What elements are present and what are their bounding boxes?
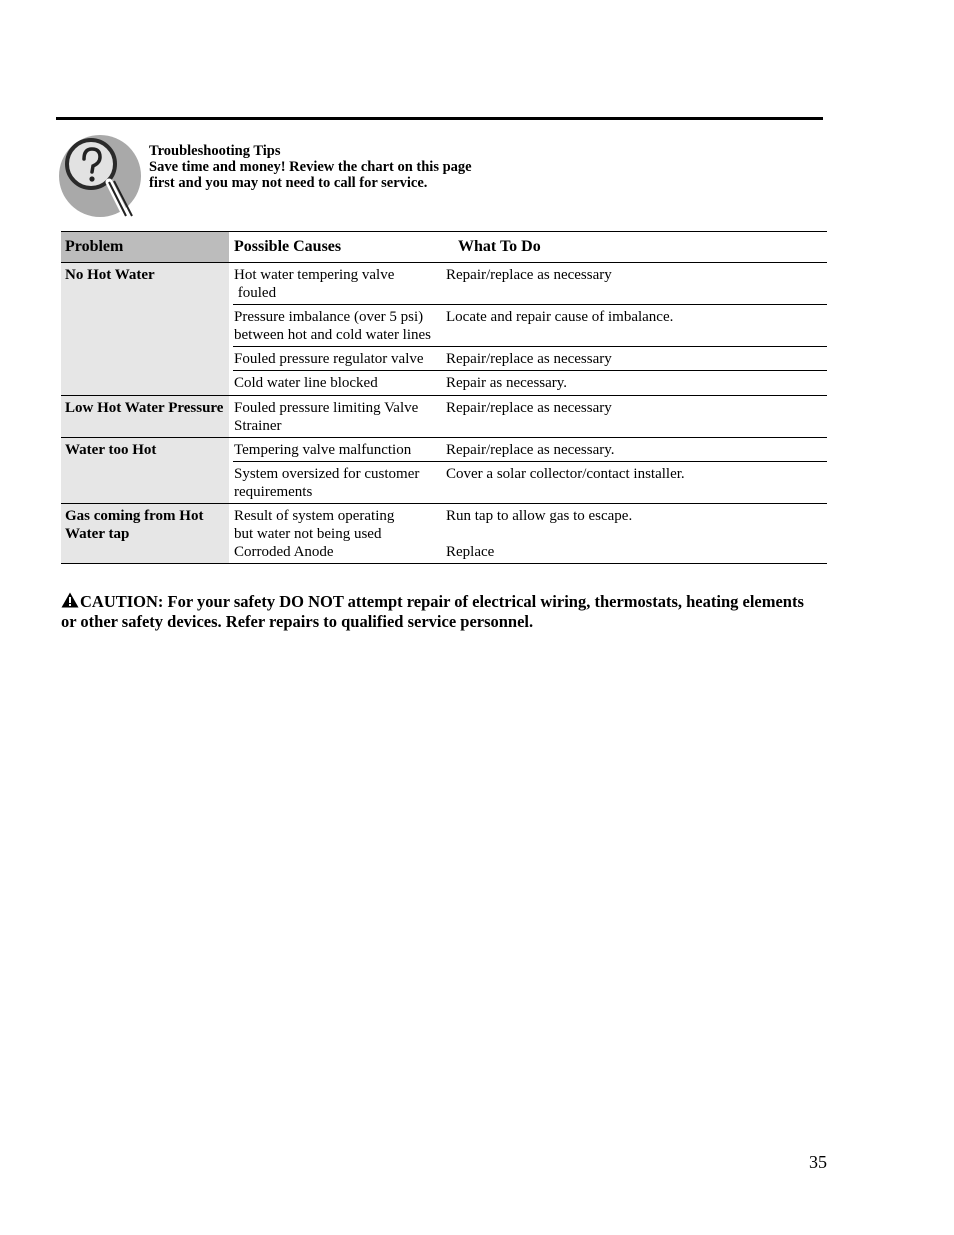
possible-cause: Hot water tempering valve fouled bbox=[234, 267, 395, 301]
table-row bbox=[233, 504, 827, 563]
possible-cause: Tempering valve malfunction bbox=[234, 442, 412, 458]
table-row bbox=[233, 396, 827, 437]
problem-cell bbox=[61, 438, 229, 503]
problem-label: Gas coming from Hot Water tap bbox=[65, 508, 204, 542]
problem-group-gas-from-hot-water-tap bbox=[61, 504, 827, 564]
problem-cell bbox=[61, 504, 229, 563]
problem-label: Water too Hot bbox=[65, 442, 157, 458]
question-magnifier-icon bbox=[58, 134, 144, 224]
table-row bbox=[233, 263, 827, 304]
what-to-do: Repair/replace as necessary bbox=[446, 351, 612, 367]
possible-cause: Fouled pressure limiting Valve Strainer bbox=[234, 400, 419, 434]
header-what-to-do: What To Do bbox=[458, 238, 541, 255]
table-row bbox=[233, 304, 827, 346]
table-header bbox=[61, 231, 827, 263]
what-to-do: Locate and repair cause of imbalance. bbox=[446, 309, 674, 325]
table-row bbox=[233, 438, 827, 461]
tips-title: Troubleshooting Tips bbox=[149, 143, 281, 159]
table-row bbox=[233, 346, 827, 370]
table-row bbox=[233, 370, 827, 395]
possible-cause: System oversized for customer requirements bbox=[234, 466, 420, 500]
tips-line-2: first and you may not need to call for service. bbox=[149, 175, 428, 191]
what-to-do: Repair/replace as necessary. bbox=[446, 442, 615, 458]
possible-cause: Cold water line blocked bbox=[234, 375, 378, 391]
header-problem: Problem bbox=[65, 238, 124, 255]
what-to-do: Cover a solar collector/contact installer. bbox=[446, 466, 685, 482]
caution-text: CAUTION: For your safety DO NOT attempt repair of electrical wiring, thermostats, heating elements or other safety devices. Refer repairs to qualified service personnel. bbox=[61, 592, 804, 631]
problem-label: No Hot Water bbox=[65, 267, 155, 283]
what-to-do: Repair/replace as necessary bbox=[446, 400, 612, 416]
table-row bbox=[233, 461, 827, 503]
warning-triangle-icon bbox=[61, 592, 79, 608]
possible-cause: Fouled pressure regulator valve bbox=[234, 351, 424, 367]
what-to-do: Repair/replace as necessary bbox=[446, 267, 612, 283]
problem-cell bbox=[61, 396, 229, 437]
troubleshooting-table bbox=[61, 231, 827, 564]
problem-label: Low Hot Water Pressure bbox=[65, 400, 224, 416]
possible-cause: Result of system operating but water not being used Corroded Anode bbox=[234, 508, 395, 560]
tips-line-1: Save time and money! Review the chart on this page bbox=[149, 159, 472, 175]
page-number: 35 bbox=[809, 1152, 827, 1172]
what-to-do: Repair as necessary. bbox=[446, 375, 568, 391]
problem-cell bbox=[61, 263, 229, 395]
problem-group-low-hot-water-pressure bbox=[61, 396, 827, 438]
caution-notice bbox=[61, 592, 821, 632]
header-possible-causes: Possible Causes bbox=[234, 238, 342, 255]
problem-group-no-hot-water bbox=[61, 263, 827, 396]
possible-cause: Pressure imbalance (over 5 psi) between hot and cold water lines bbox=[234, 309, 432, 343]
top-rule bbox=[56, 117, 823, 120]
problem-group-water-too-hot bbox=[61, 438, 827, 504]
tips-block bbox=[149, 143, 472, 191]
what-to-do: Run tap to allow gas to escape. Replace bbox=[446, 508, 633, 560]
